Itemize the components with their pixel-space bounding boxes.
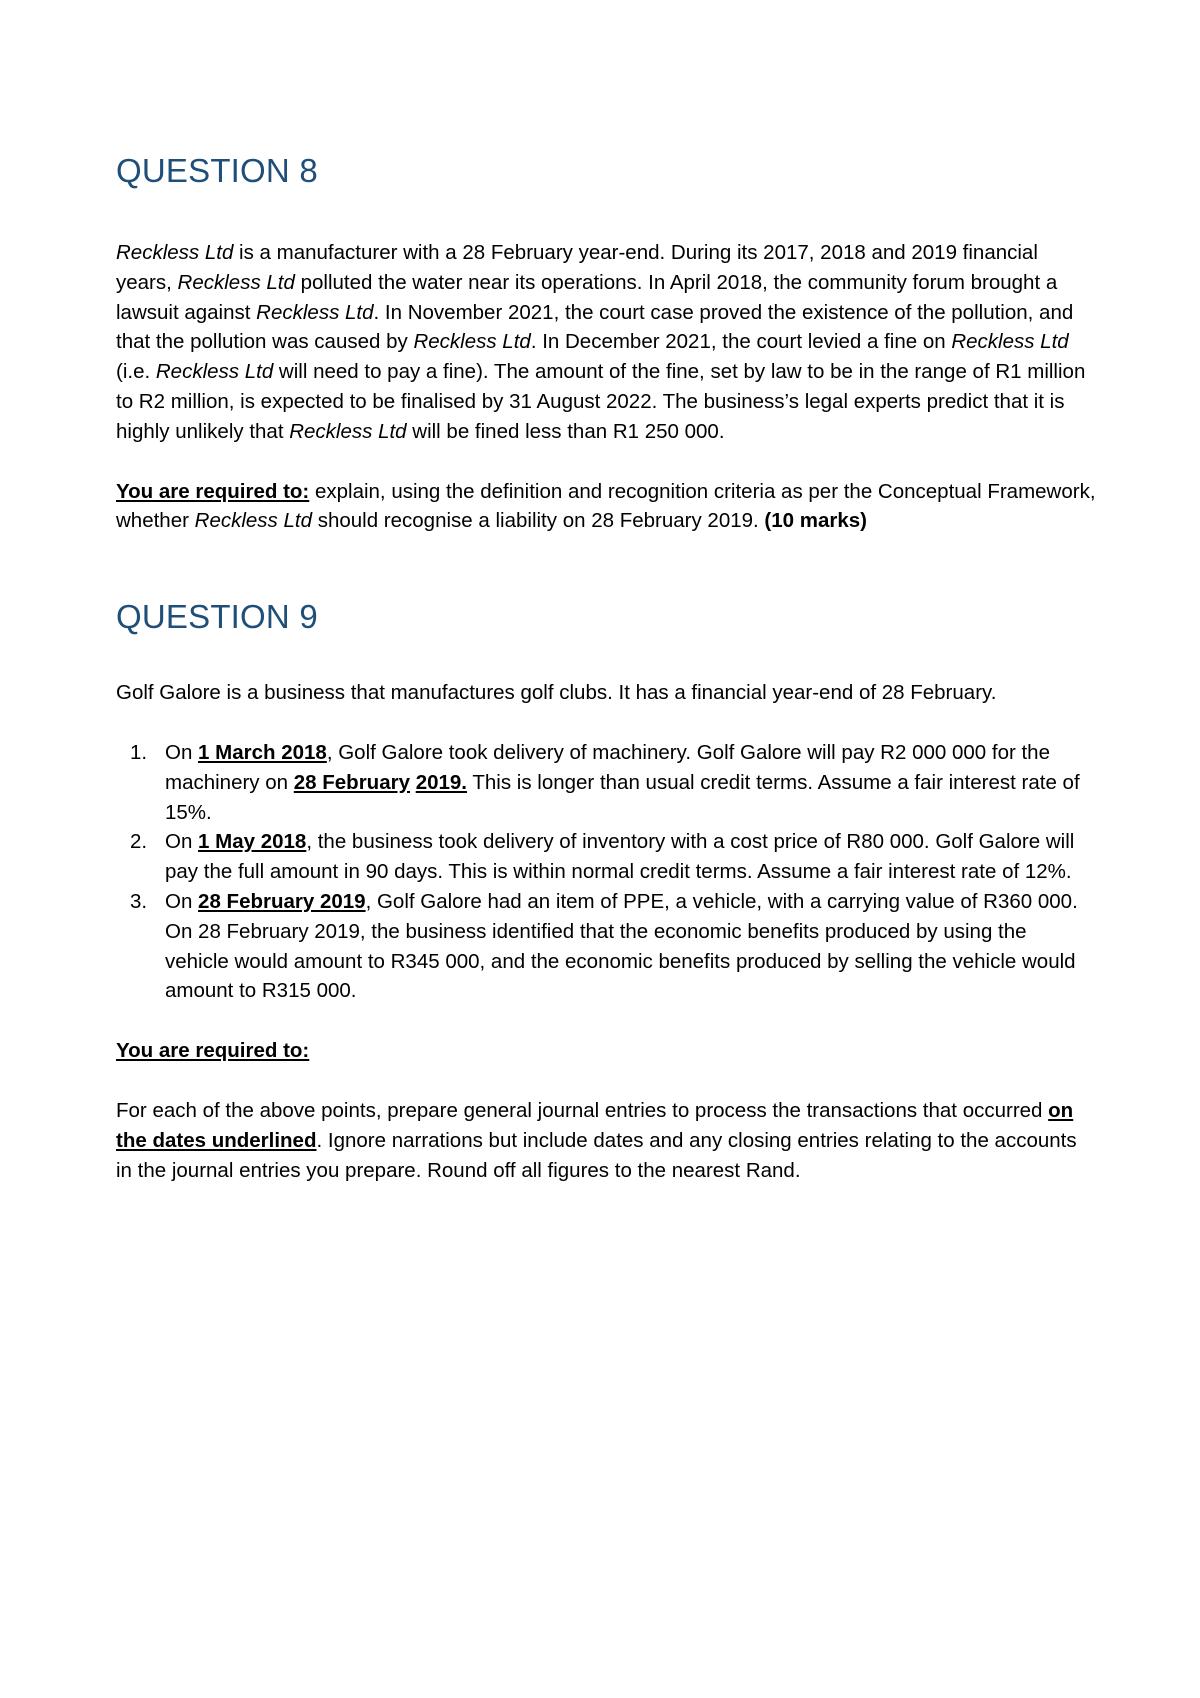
list-number: 3. [130, 889, 148, 913]
list-item: 1. On 1 March 2018, Golf Galore took delivery of machinery. Golf Galore will pay R2 000 000 for the machinery on 28 February 2019. This is longer than usual credit terms. Assume a fair interest rate of 15%. [116, 738, 1096, 827]
list-number: 1. [130, 740, 148, 764]
list-item: 3. On 28 February 2019, Golf Galore had an item of PPE, a vehicle, with a carrying value of R360 000. On 28 February 2019, the business identified that the economic benefits produced by using the vehicle would amount to R345 000, and the economic benefits produced by selling the vehicle would amount to R315 000. [116, 887, 1096, 1006]
required-label: You are required to: [116, 479, 310, 503]
underlined-date: 1 May 2018 [198, 830, 307, 854]
question-8-scenario: Reckless Ltd is a manufacturer with a 28 February year-end. During its 2017, 2018 and 2019 financial years, Reckless Ltd polluted the water near its operations. In April 2018, the community forum brought a lawsuit against Reckless Ltd. In November 2021, the court case proved the existence of the pollution, and that the pollution was caused by Reckless Ltd. In December 2021, the court levied a fine on Reckless Ltd (i.e. Reckless Ltd will need to pay a fine). The amount of the fine, set by law to be in the range of R1 million to R2 million, is expected to be finalised by 31 August 2022. The business’s legal experts predict that it is highly unlikely that Reckless Ltd will be fined less than R1 250 000. [116, 241, 1086, 443]
underlined-phrase: on the dates underlined [116, 1098, 1074, 1152]
question-8-heading: QUESTION 8 [116, 152, 318, 189]
company-name: Reckless Ltd [116, 241, 234, 264]
question-9-heading: QUESTION 9 [116, 598, 318, 636]
question-9-items [116, 738, 1096, 1006]
required-label: You are required to: [116, 1039, 310, 1063]
marks-label: (10 marks) [764, 509, 867, 533]
question-8-requirement: You are required to: explain, using the definition and recognition criteria as per the Conceptual Framework, whether Reckless Ltd should recognise a liability on 28 February 2019. (10 marks) [116, 479, 1096, 533]
question-9-required-heading [116, 1036, 1096, 1066]
company-name: Reckless Ltd [951, 330, 1069, 354]
company-name: Reckless Ltd [177, 270, 295, 294]
underlined-date: 1 March 2018 [198, 740, 327, 764]
company-name: Reckless Ltd [413, 330, 531, 354]
company-name: Reckless Ltd [194, 509, 312, 533]
company-name: Reckless Ltd [155, 360, 274, 384]
underlined-date: 28 February [293, 770, 410, 794]
question-9-instructions: For each of the above points, prepare general journal entries to process the transactions that occurred on the dates underlined. Ignore narrations but include dates and any closing entries relating to the accounts in the journal entries you prepare. Round off all figures to the nearest Rand. [116, 1098, 1077, 1182]
underlined-date: 2019. [415, 770, 468, 794]
document-page [116, 150, 1096, 1185]
list-item: 2. On 1 May 2018, the business took delivery of inventory with a cost price of R80 000. Golf Galore will pay the full amount in 90 days. This is within normal credit terms. Assume a fair interest rate of 12%. [116, 827, 1096, 887]
list-number: 2. [130, 830, 148, 854]
company-name: Reckless Ltd [289, 419, 407, 443]
underlined-date: 28 February 2019 [198, 889, 366, 913]
company-name: Reckless Ltd [256, 300, 374, 324]
question-9-intro: Golf Galore is a business that manufactures golf clubs. It has a financial year-end of 28 February. [116, 681, 997, 705]
